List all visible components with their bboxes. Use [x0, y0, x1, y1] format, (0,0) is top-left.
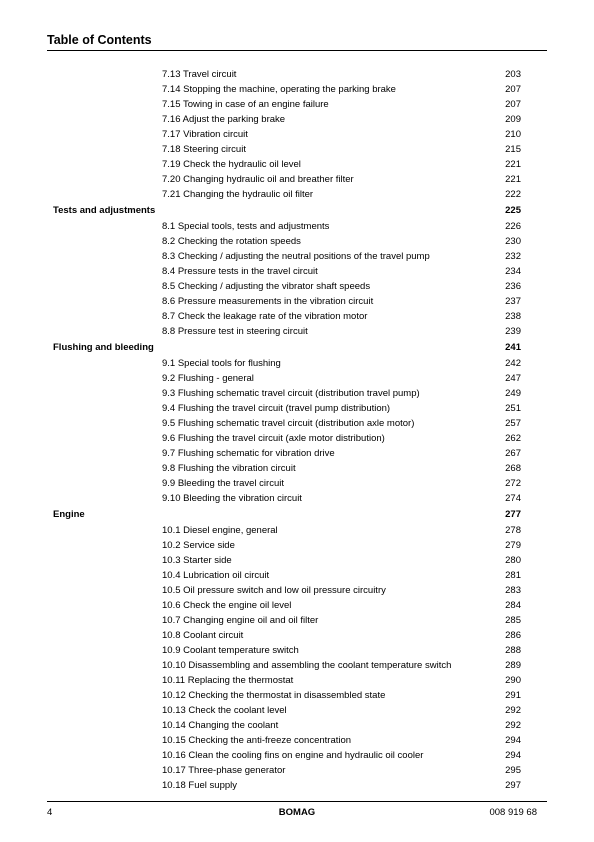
toc-entry-title: 10.15 Checking the anti-freeze concentration	[162, 735, 352, 746]
toc-entry-row	[0, 553, 594, 568]
toc-entry-title: 10.1 Diesel engine, general	[162, 525, 278, 536]
toc-entry-title: 8.3 Checking / adjusting the neutral positions of the travel pump	[162, 251, 430, 262]
toc-page-number: 203	[505, 69, 521, 80]
header-divider	[47, 50, 547, 51]
toc-section-row	[0, 202, 594, 219]
toc-page-number: 242	[505, 358, 521, 369]
toc-entry-row	[0, 127, 594, 142]
toc-entry-row	[0, 538, 594, 553]
toc-page-number: 294	[505, 750, 521, 761]
toc-entry-title: 7.19 Check the hydraulic oil level	[162, 159, 301, 170]
toc-entry-row	[0, 142, 594, 157]
toc-entry-title: 7.16 Adjust the parking brake	[162, 114, 286, 125]
toc-page-number: 230	[505, 236, 521, 247]
toc-page-number: 209	[505, 114, 521, 125]
toc-entry-row	[0, 249, 594, 264]
toc-page-number: 241	[505, 342, 521, 353]
toc-entry-title: 7.21 Changing the hydraulic oil filter	[162, 189, 314, 200]
footer-doc-number: 008 919 68	[489, 807, 537, 818]
toc-page-number: 295	[505, 765, 521, 776]
toc-entry-title: 10.12 Checking the thermostat in disassembled state	[162, 690, 386, 701]
toc-entry-title: 8.4 Pressure tests in the travel circuit	[162, 266, 318, 277]
toc-entry-row	[0, 613, 594, 628]
toc-page-number: 215	[505, 144, 521, 155]
toc-entry-title: 8.8 Pressure test in steering circuit	[162, 326, 308, 337]
toc-page-number: 239	[505, 326, 521, 337]
toc-entry-title: 7.14 Stopping the machine, operating the parking brake	[162, 84, 396, 95]
toc-entry-title: 8.2 Checking the rotation speeds	[162, 236, 301, 247]
toc-entry-row	[0, 97, 594, 112]
toc-page-number: 285	[505, 615, 521, 626]
toc-page-number: 286	[505, 630, 521, 641]
toc-entry-title: 10.11 Replacing the thermostat	[162, 675, 294, 686]
toc-entry-row	[0, 386, 594, 401]
table-of-contents	[0, 67, 594, 793]
toc-entry-title: 10.13 Check the coolant level	[162, 705, 287, 716]
toc-entry-row	[0, 491, 594, 506]
toc-page-number: 226	[505, 221, 521, 232]
toc-page-number: 289	[505, 660, 521, 671]
toc-entry-title: 8.7 Check the leakage rate of the vibration motor	[162, 311, 368, 322]
toc-page-number: 272	[505, 478, 521, 489]
toc-section-row	[0, 506, 594, 523]
toc-entry-row	[0, 568, 594, 583]
toc-entry-title: 7.15 Towing in case of an engine failure	[162, 99, 329, 110]
toc-page-number: 251	[505, 403, 521, 414]
toc-entry-row	[0, 523, 594, 538]
toc-entry-title: 10.10 Disassembling and assembling the coolant temperature switch	[162, 660, 452, 671]
toc-entry-title: 9.9 Bleeding the travel circuit	[162, 478, 284, 489]
toc-page-number: 210	[505, 129, 521, 140]
toc-page-number: 247	[505, 373, 521, 384]
toc-section-row	[0, 339, 594, 356]
toc-entry-row	[0, 461, 594, 476]
toc-entry-title: 10.18 Fuel supply	[162, 780, 237, 791]
toc-entry-row	[0, 279, 594, 294]
toc-entry-row	[0, 112, 594, 127]
toc-entry-title: 10.4 Lubrication oil circuit	[162, 570, 270, 581]
toc-page-number: 234	[505, 266, 521, 277]
toc-page-number: 268	[505, 463, 521, 474]
toc-page-number: 281	[505, 570, 521, 581]
toc-entry-row	[0, 67, 594, 82]
toc-page-number: 297	[505, 780, 521, 791]
toc-entry-row	[0, 628, 594, 643]
toc-section-title: Tests and adjustments	[53, 205, 156, 216]
toc-page-number: 225	[505, 205, 521, 216]
toc-section-title: Engine	[53, 509, 85, 520]
toc-entry-title: 10.8 Coolant circuit	[162, 630, 244, 641]
toc-entry-title: 9.1 Special tools for flushing	[162, 358, 281, 369]
toc-page-number: 278	[505, 525, 521, 536]
toc-entry-title: 8.5 Checking / adjusting the vibrator shaft speeds	[162, 281, 371, 292]
toc-entry-row	[0, 673, 594, 688]
toc-entry-row	[0, 446, 594, 461]
toc-entry-title: 8.6 Pressure measurements in the vibration circuit	[162, 296, 374, 307]
toc-entry-title: 8.1 Special tools, tests and adjustments	[162, 221, 330, 232]
toc-entry-title: 10.3 Starter side	[162, 555, 232, 566]
toc-entry-row	[0, 658, 594, 673]
toc-page-number: 288	[505, 645, 521, 656]
toc-entry-row	[0, 431, 594, 446]
toc-entry-row	[0, 234, 594, 249]
toc-entry-title: 9.2 Flushing - general	[162, 373, 254, 384]
toc-entry-row	[0, 416, 594, 431]
toc-entry-row	[0, 264, 594, 279]
toc-page-number: 291	[505, 690, 521, 701]
toc-page-number: 207	[505, 84, 521, 95]
toc-entry-title: 10.2 Service side	[162, 540, 235, 551]
toc-page-number: 280	[505, 555, 521, 566]
footer-divider	[47, 801, 547, 802]
toc-entry-title: 9.10 Bleeding the vibration circuit	[162, 493, 302, 504]
toc-entry-title: 7.13 Travel circuit	[162, 69, 237, 80]
toc-section-title: Flushing and bleeding	[53, 342, 154, 353]
toc-page-number: 284	[505, 600, 521, 611]
toc-page-number: 221	[505, 174, 521, 185]
toc-entry-row	[0, 688, 594, 703]
toc-page-number: 290	[505, 675, 521, 686]
page-title: Table of Contents	[47, 33, 152, 47]
toc-page-number: 262	[505, 433, 521, 444]
toc-entry-row	[0, 733, 594, 748]
toc-page-number: 279	[505, 540, 521, 551]
footer-brand: BOMAG	[278, 807, 316, 818]
toc-entry-title: 10.7 Changing engine oil and oil filter	[162, 615, 319, 626]
toc-page-number: 292	[505, 720, 521, 731]
toc-page-number: 267	[505, 448, 521, 459]
toc-entry-row	[0, 309, 594, 324]
toc-page-number: 249	[505, 388, 521, 399]
toc-entry-title: 7.18 Steering circuit	[162, 144, 246, 155]
toc-entry-title: 10.16 Clean the cooling fins on engine and hydraulic oil cooler	[162, 750, 424, 761]
toc-page-number: 292	[505, 705, 521, 716]
toc-entry-title: 10.6 Check the engine oil level	[162, 600, 292, 611]
toc-entry-row	[0, 82, 594, 97]
toc-entry-row	[0, 356, 594, 371]
toc-entry-title: 9.8 Flushing the vibration circuit	[162, 463, 296, 474]
toc-page-number: 222	[505, 189, 521, 200]
toc-entry-row	[0, 476, 594, 491]
toc-entry-row	[0, 294, 594, 309]
toc-entry-row	[0, 583, 594, 598]
toc-page-number: 257	[505, 418, 521, 429]
toc-entry-row	[0, 371, 594, 386]
toc-entry-row	[0, 219, 594, 234]
toc-page-number: 207	[505, 99, 521, 110]
toc-entry-title: 9.5 Flushing schematic travel circuit (distribution axle motor)	[162, 418, 415, 429]
toc-entry-row	[0, 778, 594, 793]
toc-entry-row	[0, 172, 594, 187]
toc-page-number: 294	[505, 735, 521, 746]
toc-entry-row	[0, 643, 594, 658]
toc-page-number: 237	[505, 296, 521, 307]
toc-page-number: 232	[505, 251, 521, 262]
toc-entry-row	[0, 401, 594, 416]
toc-entry-title: 7.17 Vibration circuit	[162, 129, 248, 140]
toc-page-number: 277	[505, 509, 521, 520]
toc-entry-row	[0, 748, 594, 763]
toc-entry-row	[0, 703, 594, 718]
toc-entry-row	[0, 187, 594, 202]
toc-entry-row	[0, 763, 594, 778]
toc-page-number: 274	[505, 493, 521, 504]
toc-page-number: 221	[505, 159, 521, 170]
toc-entry-title: 9.4 Flushing the travel circuit (travel pump distribution)	[162, 403, 391, 414]
toc-entry-row	[0, 157, 594, 172]
toc-page-number: 238	[505, 311, 521, 322]
toc-entry-title: 7.20 Changing hydraulic oil and breather filter	[162, 174, 354, 185]
toc-page-number: 236	[505, 281, 521, 292]
toc-entry-row	[0, 324, 594, 339]
footer-page-number: 4	[47, 807, 53, 818]
toc-entry-title: 10.17 Three-phase generator	[162, 765, 286, 776]
toc-entry-title: 10.5 Oil pressure switch and low oil pressure circuitry	[162, 585, 386, 596]
toc-entry-title: 9.3 Flushing schematic travel circuit (distribution travel pump)	[162, 388, 420, 399]
toc-entry-row	[0, 598, 594, 613]
toc-entry-title: 10.9 Coolant temperature switch	[162, 645, 299, 656]
toc-entry-row	[0, 718, 594, 733]
toc-page-number: 283	[505, 585, 521, 596]
toc-entry-title: 9.6 Flushing the travel circuit (axle motor distribution)	[162, 433, 385, 444]
toc-entry-title: 10.14 Changing the coolant	[162, 720, 279, 731]
toc-entry-title: 9.7 Flushing schematic for vibration drive	[162, 448, 335, 459]
